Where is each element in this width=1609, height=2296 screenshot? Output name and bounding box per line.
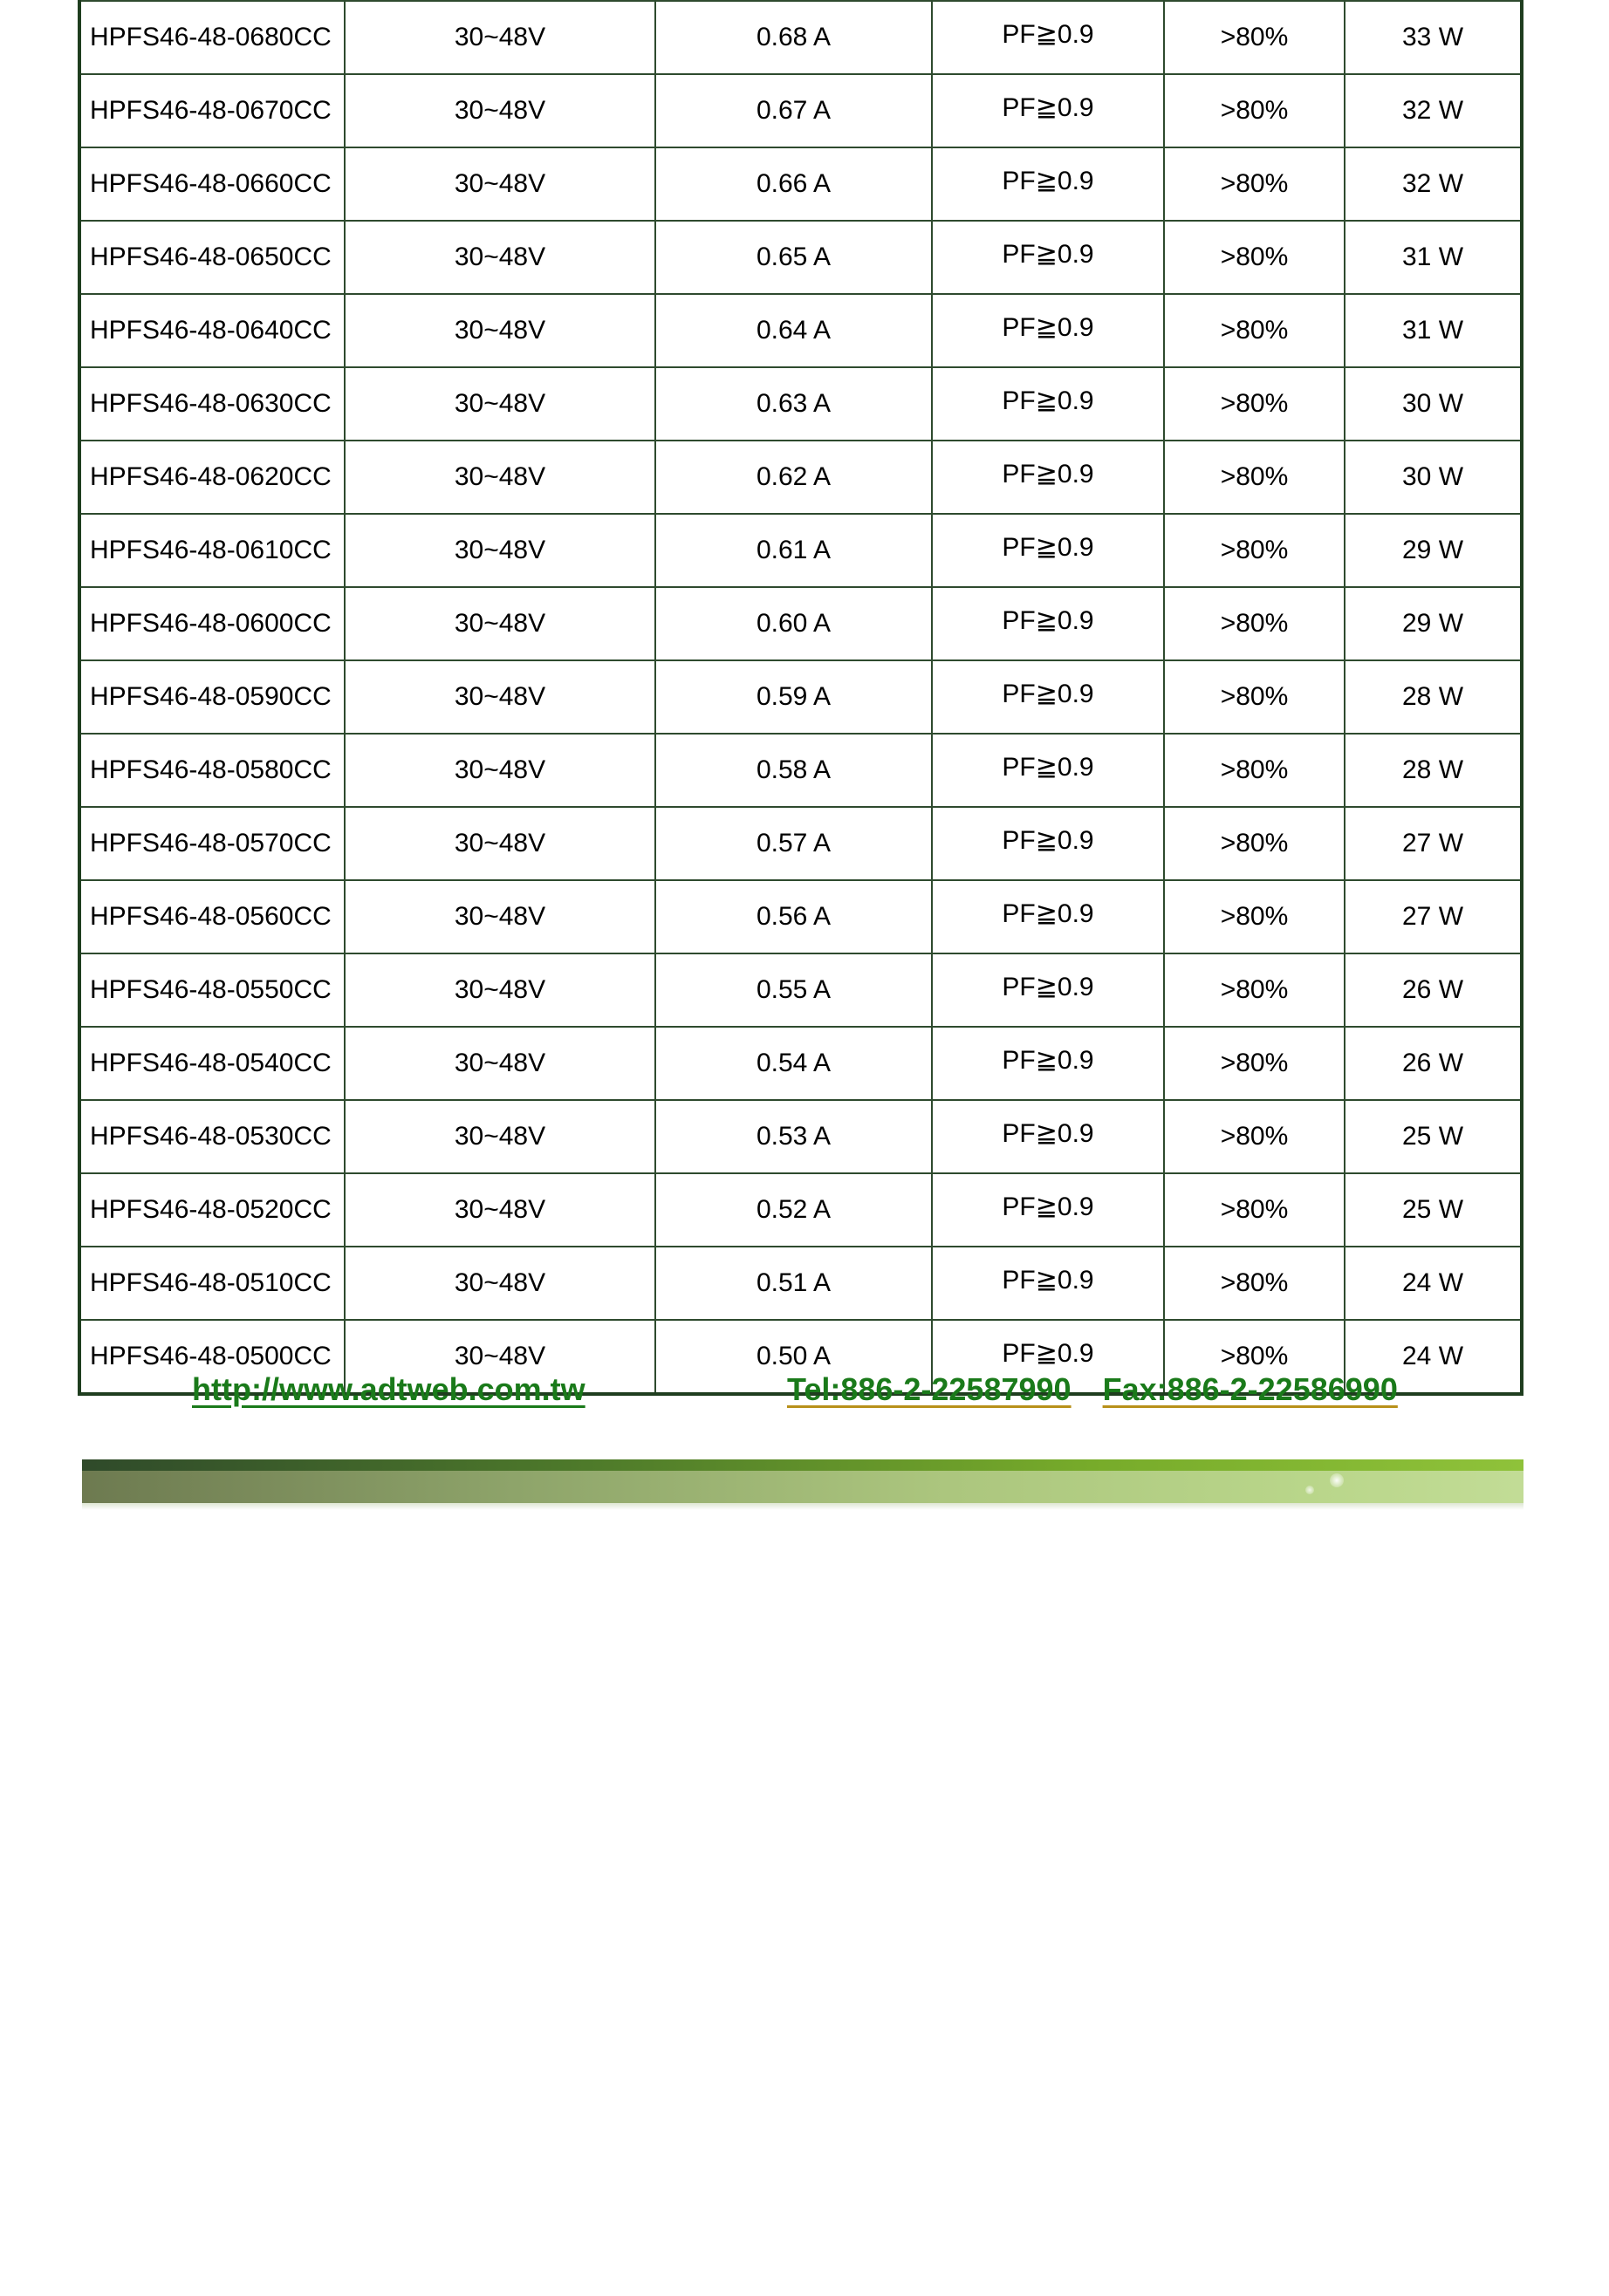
table-row	[79, 514, 1522, 587]
voltage-cell: 30~48V	[345, 1100, 655, 1173]
power-factor-cell: PF≧0.9	[932, 514, 1164, 587]
efficiency-cell: >80%	[1164, 294, 1345, 367]
sparkle-icon	[1330, 1473, 1344, 1487]
power-factor-cell: PF≧0.9	[932, 441, 1164, 514]
voltage-cell: 30~48V	[345, 1320, 655, 1394]
voltage-cell: 30~48V	[345, 147, 655, 221]
model-cell: HPFS46-48-0540CC	[79, 1027, 345, 1100]
current-cell: 0.63 A	[655, 367, 932, 441]
power-cell: 26 W	[1345, 1027, 1522, 1100]
power-factor-cell: PF≧0.9	[932, 367, 1164, 441]
power-cell: 27 W	[1345, 880, 1522, 953]
efficiency-cell: >80%	[1164, 1, 1345, 74]
model-cell: HPFS46-48-0650CC	[79, 221, 345, 294]
table-row	[79, 441, 1522, 514]
power-factor-cell: PF≧0.9	[932, 1027, 1164, 1100]
current-cell: 0.57 A	[655, 807, 932, 880]
current-cell: 0.50 A	[655, 1320, 932, 1394]
fax-number: Fax:886-2-22586990	[1102, 1371, 1398, 1407]
table-row	[79, 953, 1522, 1027]
efficiency-cell: >80%	[1164, 441, 1345, 514]
model-cell: HPFS46-48-0670CC	[79, 74, 345, 147]
model-cell: HPFS46-48-0520CC	[79, 1173, 345, 1247]
model-cell: HPFS46-48-0620CC	[79, 441, 345, 514]
current-cell: 0.62 A	[655, 441, 932, 514]
efficiency-cell: >80%	[1164, 1247, 1345, 1320]
voltage-cell: 30~48V	[345, 514, 655, 587]
efficiency-cell: >80%	[1164, 221, 1345, 294]
voltage-cell: 30~48V	[345, 1247, 655, 1320]
model-cell: HPFS46-48-0600CC	[79, 587, 345, 660]
table-row	[79, 1, 1522, 74]
table-row	[79, 1027, 1522, 1100]
efficiency-cell: >80%	[1164, 1100, 1345, 1173]
power-factor-cell: PF≧0.9	[932, 147, 1164, 221]
current-cell: 0.56 A	[655, 880, 932, 953]
contact-info	[787, 1371, 1398, 1408]
voltage-cell: 30~48V	[345, 734, 655, 807]
power-factor-cell: PF≧0.9	[932, 807, 1164, 880]
efficiency-cell: >80%	[1164, 74, 1345, 147]
website-link[interactable]: http://www.adtweb.com.tw	[192, 1371, 585, 1407]
table-row	[79, 1100, 1522, 1173]
voltage-cell: 30~48V	[345, 807, 655, 880]
power-factor-cell: PF≧0.9	[932, 880, 1164, 953]
current-cell: 0.66 A	[655, 147, 932, 221]
table-row	[79, 587, 1522, 660]
efficiency-cell: >80%	[1164, 880, 1345, 953]
efficiency-cell: >80%	[1164, 660, 1345, 734]
power-cell: 28 W	[1345, 734, 1522, 807]
power-factor-cell: PF≧0.9	[932, 1, 1164, 74]
footer-decorative-band	[82, 1459, 1523, 1510]
current-cell: 0.52 A	[655, 1173, 932, 1247]
table-row	[79, 367, 1522, 441]
model-cell: HPFS46-48-0630CC	[79, 367, 345, 441]
efficiency-cell: >80%	[1164, 147, 1345, 221]
power-cell: 25 W	[1345, 1173, 1522, 1247]
current-cell: 0.60 A	[655, 587, 932, 660]
voltage-cell: 30~48V	[345, 953, 655, 1027]
table-row	[79, 74, 1522, 147]
model-cell: HPFS46-48-0570CC	[79, 807, 345, 880]
power-cell: 26 W	[1345, 953, 1522, 1027]
power-cell: 29 W	[1345, 514, 1522, 587]
voltage-cell: 30~48V	[345, 587, 655, 660]
power-cell: 29 W	[1345, 587, 1522, 660]
power-cell: 24 W	[1345, 1247, 1522, 1320]
table-row	[79, 147, 1522, 221]
model-cell: HPFS46-48-0640CC	[79, 294, 345, 367]
voltage-cell: 30~48V	[345, 441, 655, 514]
current-cell: 0.53 A	[655, 1100, 932, 1173]
spec-table-body	[79, 1, 1522, 1394]
model-cell: HPFS46-48-0580CC	[79, 734, 345, 807]
spec-table	[78, 0, 1523, 1396]
current-cell: 0.61 A	[655, 514, 932, 587]
table-row	[79, 660, 1522, 734]
model-cell: HPFS46-48-0590CC	[79, 660, 345, 734]
model-cell: HPFS46-48-0530CC	[79, 1100, 345, 1173]
power-factor-cell: PF≧0.9	[932, 1173, 1164, 1247]
power-factor-cell: PF≧0.9	[932, 74, 1164, 147]
band-top-stripe	[82, 1459, 1523, 1471]
power-cell: 31 W	[1345, 294, 1522, 367]
model-cell: HPFS46-48-0660CC	[79, 147, 345, 221]
sparkle-icon	[1305, 1486, 1314, 1494]
current-cell: 0.67 A	[655, 74, 932, 147]
voltage-cell: 30~48V	[345, 660, 655, 734]
power-factor-cell: PF≧0.9	[932, 587, 1164, 660]
power-factor-cell: PF≧0.9	[932, 1100, 1164, 1173]
current-cell: 0.58 A	[655, 734, 932, 807]
current-cell: 0.65 A	[655, 221, 932, 294]
voltage-cell: 30~48V	[345, 74, 655, 147]
table-row	[79, 294, 1522, 367]
model-cell: HPFS46-48-0500CC	[79, 1320, 345, 1394]
power-factor-cell: PF≧0.9	[932, 734, 1164, 807]
voltage-cell: 30~48V	[345, 294, 655, 367]
efficiency-cell: >80%	[1164, 514, 1345, 587]
power-cell: 30 W	[1345, 441, 1522, 514]
power-factor-cell: PF≧0.9	[932, 1320, 1164, 1394]
table-row	[79, 880, 1522, 953]
power-factor-cell: PF≧0.9	[932, 1247, 1164, 1320]
current-cell: 0.54 A	[655, 1027, 932, 1100]
table-row	[79, 1173, 1522, 1247]
model-cell: HPFS46-48-0610CC	[79, 514, 345, 587]
efficiency-cell: >80%	[1164, 807, 1345, 880]
current-cell: 0.64 A	[655, 294, 932, 367]
power-cell: 28 W	[1345, 660, 1522, 734]
efficiency-cell: >80%	[1164, 1173, 1345, 1247]
power-cell: 25 W	[1345, 1100, 1522, 1173]
model-cell: HPFS46-48-0560CC	[79, 880, 345, 953]
power-cell: 33 W	[1345, 1, 1522, 74]
table-row	[79, 807, 1522, 880]
efficiency-cell: >80%	[1164, 734, 1345, 807]
table-row	[79, 734, 1522, 807]
voltage-cell: 30~48V	[345, 221, 655, 294]
band-shadow	[82, 1503, 1523, 1510]
current-cell: 0.59 A	[655, 660, 932, 734]
model-cell: HPFS46-48-0680CC	[79, 1, 345, 74]
power-cell: 24 W	[1345, 1320, 1522, 1394]
power-factor-cell: PF≧0.9	[932, 221, 1164, 294]
efficiency-cell: >80%	[1164, 367, 1345, 441]
power-factor-cell: PF≧0.9	[932, 294, 1164, 367]
table-row	[79, 1247, 1522, 1320]
voltage-cell: 30~48V	[345, 367, 655, 441]
power-cell: 31 W	[1345, 221, 1522, 294]
efficiency-cell: >80%	[1164, 587, 1345, 660]
power-cell: 32 W	[1345, 147, 1522, 221]
power-factor-cell: PF≧0.9	[932, 953, 1164, 1027]
current-cell: 0.51 A	[655, 1247, 932, 1320]
voltage-cell: 30~48V	[345, 1173, 655, 1247]
voltage-cell: 30~48V	[345, 880, 655, 953]
model-cell: HPFS46-48-0550CC	[79, 953, 345, 1027]
tel-number: Tel:886-2-22587990	[787, 1371, 1072, 1407]
efficiency-cell: >80%	[1164, 1320, 1345, 1394]
table-row	[79, 221, 1522, 294]
power-cell: 30 W	[1345, 367, 1522, 441]
current-cell: 0.68 A	[655, 1, 932, 74]
power-cell: 32 W	[1345, 74, 1522, 147]
current-cell: 0.55 A	[655, 953, 932, 1027]
efficiency-cell: >80%	[1164, 953, 1345, 1027]
efficiency-cell: >80%	[1164, 1027, 1345, 1100]
power-cell: 27 W	[1345, 807, 1522, 880]
power-factor-cell: PF≧0.9	[932, 660, 1164, 734]
voltage-cell: 30~48V	[345, 1027, 655, 1100]
model-cell: HPFS46-48-0510CC	[79, 1247, 345, 1320]
voltage-cell: 30~48V	[345, 1, 655, 74]
